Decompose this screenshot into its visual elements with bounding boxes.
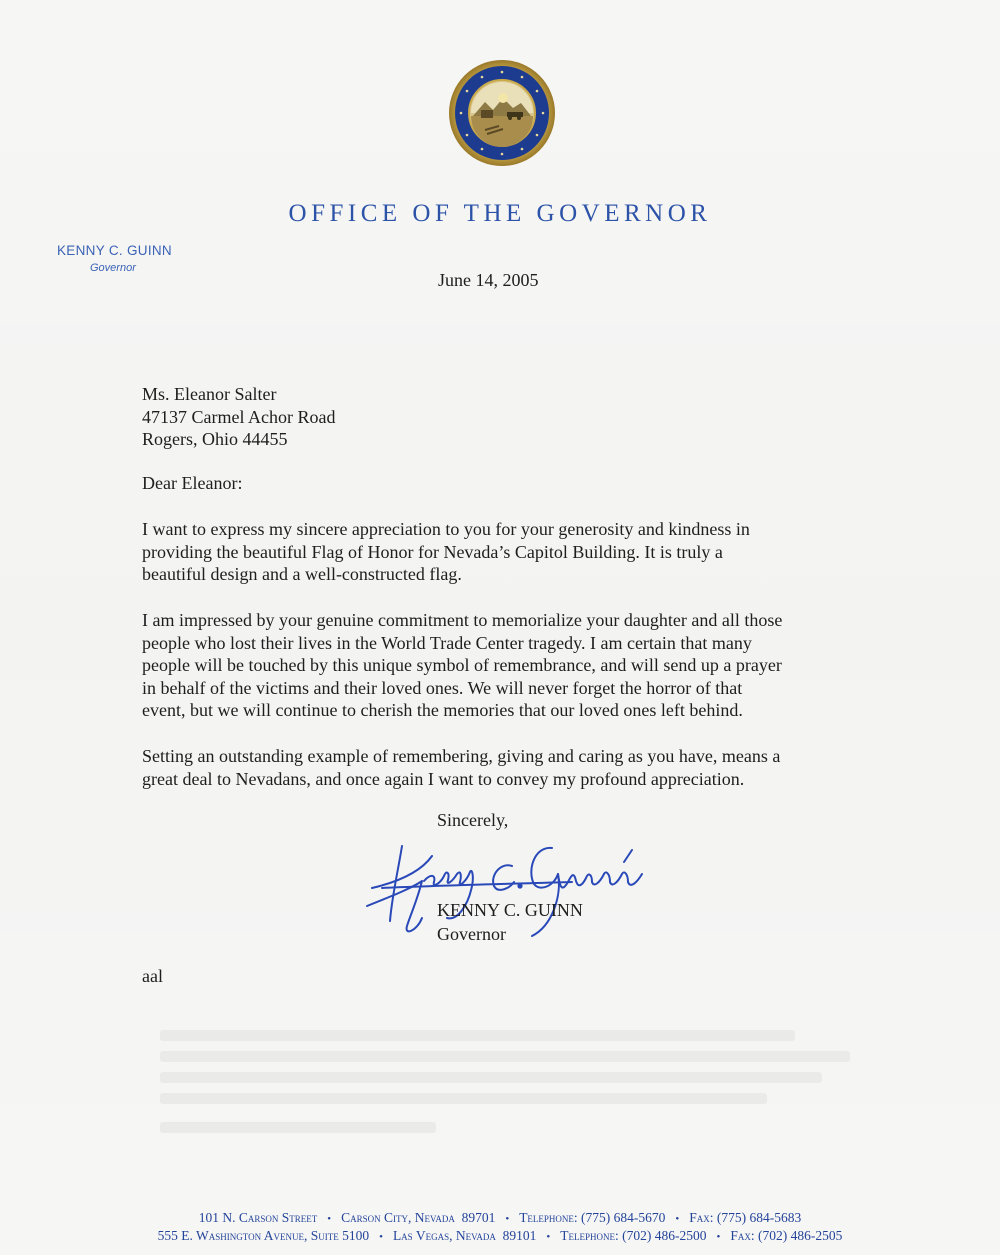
closing: Sincerely,	[437, 810, 509, 830]
recipient-street: 47137 Carmel Achor Road	[142, 406, 336, 427]
recipient-address	[142, 383, 335, 451]
footer-bullet: •	[546, 1231, 551, 1243]
footer-telephone: Telephone: (702) 486-2500	[560, 1228, 707, 1243]
footer-city: Carson City, Nevada	[341, 1210, 455, 1225]
typist-initials: aal	[142, 966, 163, 986]
governor-title-letterhead: Governor	[90, 262, 136, 274]
body-paragraph-1	[142, 518, 750, 586]
paragraph-line: Setting an outstanding example of remembering, giving and caring as you have, means a	[142, 746, 781, 766]
governor-name-letterhead: KENNY C. GUINN	[57, 243, 172, 258]
footer-street: 101 N. Carson Street	[198, 1210, 318, 1225]
paragraph-line: I want to express my sincere appreciation to you for your generosity and kindness in	[142, 519, 750, 539]
signer-name: KENNY C. GUINN	[437, 900, 583, 920]
footer-carson-city	[0, 1210, 1000, 1226]
footer-street: 555 E. Washington Avenue, Suite 5100	[157, 1228, 370, 1243]
signer-title: Governor	[437, 924, 506, 944]
footer-bullet: •	[379, 1231, 383, 1243]
footer-fax: Fax: (702) 486-2505	[730, 1228, 843, 1243]
footer-bullet: •	[716, 1231, 721, 1243]
paragraph-line: people who lost their lives in the World Trade Center tragedy. I am certain that many	[142, 632, 752, 653]
paragraph-line: event, but we will continue to cherish the memories that our loved ones left behind.	[142, 700, 743, 720]
nevada-state-seal-icon	[447, 58, 557, 168]
salutation: Dear Eleanor:	[142, 473, 243, 493]
footer-telephone: Telephone: (775) 684-5670	[519, 1210, 666, 1225]
body-paragraph-3	[142, 745, 780, 790]
footer-zip: 89701	[461, 1210, 496, 1225]
footer-bullet: •	[327, 1213, 332, 1225]
paragraph-line: I am impressed by your genuine commitment to memorialize your daughter and all those	[142, 610, 783, 630]
body-paragraph-2	[142, 609, 782, 722]
paper-bleed-through	[160, 1030, 850, 1150]
recipient-city: Rogers, Ohio 44455	[142, 429, 288, 449]
paragraph-line: in behalf of the victims and their loved ones. We will never forget the horror of that	[142, 677, 743, 698]
office-title: OFFICE OF THE GOVERNOR	[288, 200, 712, 227]
signer-block	[437, 898, 583, 946]
recipient-name: Ms. Eleanor Salter	[142, 384, 277, 404]
paragraph-line: providing the beautiful Flag of Honor for Nevada’s Capitol Building. It is truly a	[142, 541, 723, 562]
footer-fax: Fax: (775) 684-5683	[689, 1210, 802, 1225]
paragraph-line: people will be touched by this unique symbol of remembrance, and will send up a prayer	[142, 655, 782, 675]
letter-date: June 14, 2005	[438, 270, 539, 290]
paragraph-line: great deal to Nevadans, and once again I want to convey my profound appreciation.	[142, 768, 745, 789]
footer-city: Las Vegas, Nevada	[392, 1228, 496, 1243]
footer-zip: 89101	[502, 1228, 537, 1243]
footer-bullet: •	[675, 1213, 680, 1225]
footer-bullet: •	[505, 1213, 510, 1225]
paragraph-line: beautiful design and a well-constructed flag.	[142, 564, 462, 584]
footer-las-vegas	[0, 1228, 1000, 1244]
